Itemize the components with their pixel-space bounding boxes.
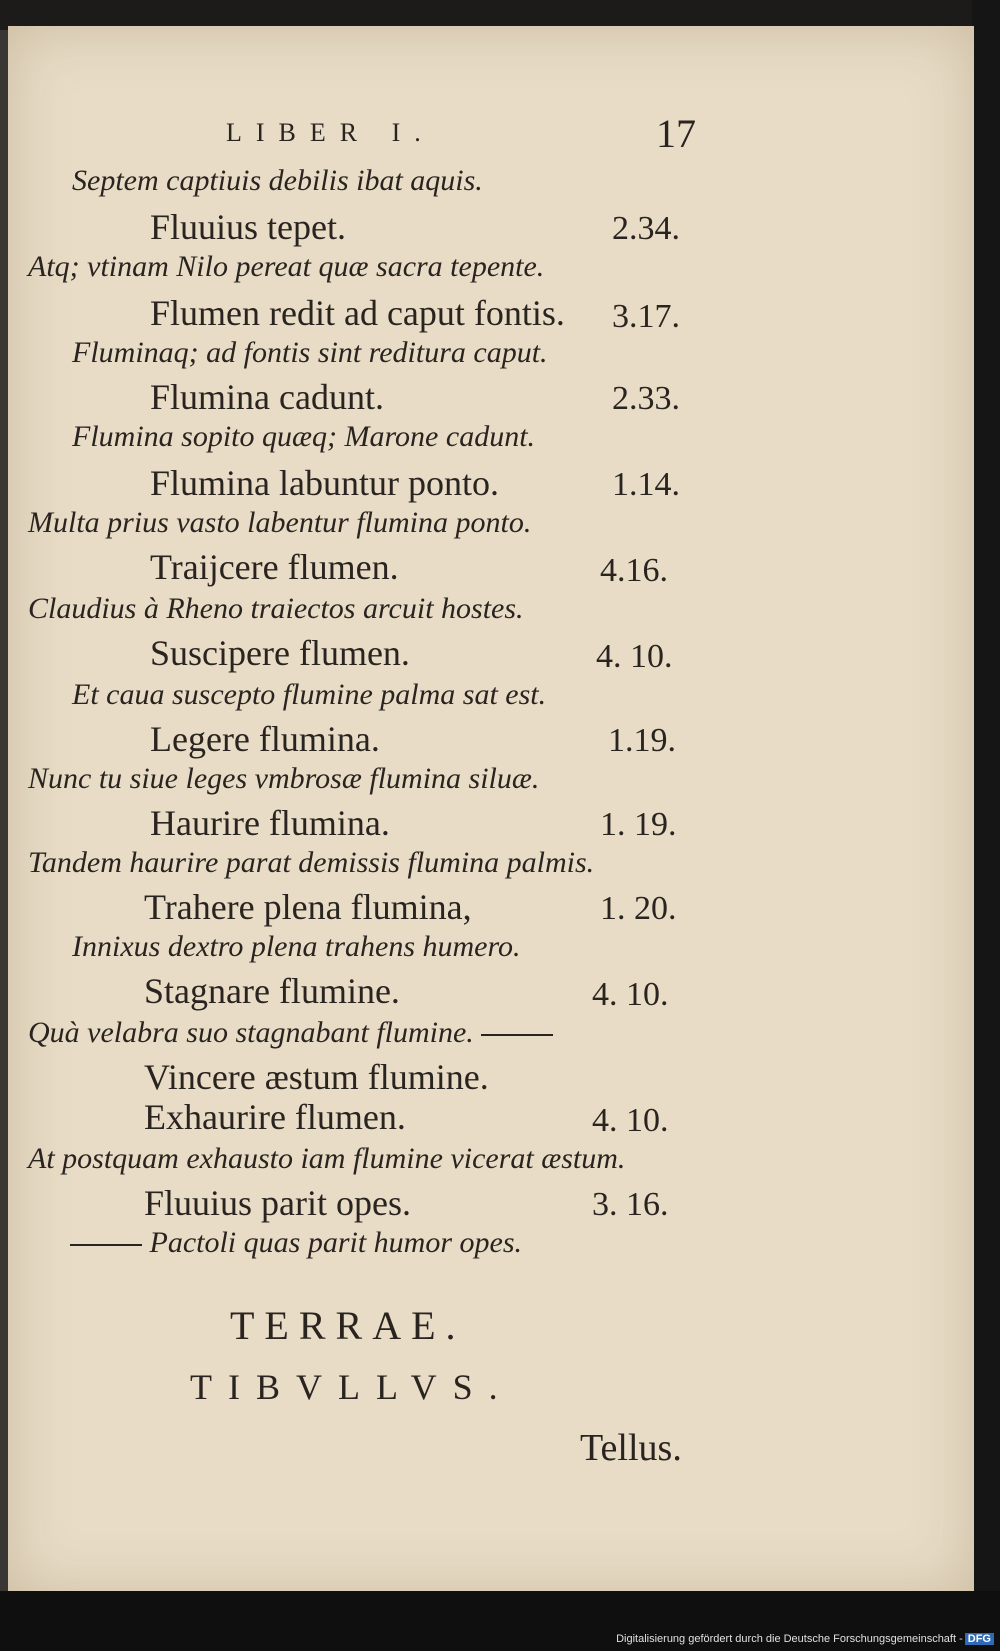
footer-credit: [616, 1633, 994, 1645]
quote-line: Fluminaq; ad fontis sint reditura caput.: [72, 336, 548, 369]
phrase-line: Fluuius parit opes.: [144, 1183, 411, 1223]
phrase-line: Flumen redit ad caput fontis.: [150, 293, 565, 333]
author-name: TIBVLLVS.: [190, 1367, 514, 1407]
scan-right-edge: [972, 0, 1000, 1651]
reference: 1.14.: [612, 466, 680, 503]
phrase-line: Exhaurire flumen.: [144, 1097, 406, 1137]
quote-line: Nunc tu siue leges vmbrosæ flumina siluæ.: [28, 762, 540, 795]
quote-line: Septem captiuis debilis ibat aquis.: [72, 164, 483, 197]
phrase-line: Stagnare flumine.: [144, 971, 400, 1011]
catchword: Tellus.: [580, 1427, 682, 1469]
running-header: LIBER I.: [226, 118, 435, 147]
reference: 1. 19.: [600, 806, 677, 843]
book-page: [8, 26, 974, 1596]
reference: 1.19.: [608, 722, 676, 759]
phrase-line: Fluuius tepet.: [150, 207, 346, 247]
page-number: 17: [656, 111, 696, 156]
phrase-line: Trahere plena flumina,: [144, 887, 472, 927]
reference: 4. 10.: [592, 1102, 669, 1139]
reference: 3. 16.: [592, 1186, 669, 1223]
reference: 4.16.: [600, 552, 668, 589]
quote-line: Flumina sopito quæq; Marone cadunt.: [72, 420, 536, 453]
footer-text: Digitalisierung gefördert durch die Deutsche Forschungsgemeinschaft -: [616, 1633, 963, 1645]
quote-line: Tandem haurire parat demissis flumina palmis.: [28, 846, 595, 879]
quote-line: [70, 1226, 522, 1260]
phrase-line: Traijcere flumen.: [150, 547, 399, 587]
quote-line: At postquam exhausto iam flumine vicerat æstum.: [28, 1142, 626, 1175]
reference: 4. 10.: [596, 638, 673, 675]
quote-line: Innixus dextro plena trahens humero.: [72, 930, 521, 963]
reference: 2.34.: [612, 210, 680, 247]
dash-rule: [70, 1244, 142, 1246]
quote-line: [28, 1016, 553, 1050]
reference: 4. 10.: [592, 976, 669, 1013]
section-heading: TERRAE.: [230, 1303, 466, 1348]
reference: 1. 20.: [600, 890, 677, 927]
dash-rule: [481, 1034, 553, 1036]
quote-text: Quà velabra suo stagnabant flumine.: [28, 1016, 474, 1049]
quote-text: Pactoli quas parit humor opes.: [149, 1226, 522, 1259]
dfg-logo[interactable]: DFG: [965, 1633, 994, 1645]
quote-line: Et caua suscepto flumine palma sat est.: [72, 678, 547, 711]
quote-line: Atq; vtinam Nilo pereat quæ sacra tepente.: [28, 250, 545, 283]
phrase-line: Flumina cadunt.: [150, 377, 384, 417]
reference: 2.33.: [612, 380, 680, 417]
quote-line: Claudius à Rheno traiectos arcuit hostes.: [28, 592, 524, 625]
phrase-line: Haurire flumina.: [150, 803, 390, 843]
phrase-line: Flumina labuntur ponto.: [150, 463, 499, 503]
reference: 3.17.: [612, 298, 680, 335]
phrase-line: Legere flumina.: [150, 719, 380, 759]
quote-line: Multa prius vasto labentur flumina ponto.: [28, 506, 532, 539]
phrase-line: Suscipere flumen.: [150, 633, 410, 673]
phrase-line: Vincere æstum flumine.: [144, 1057, 489, 1097]
